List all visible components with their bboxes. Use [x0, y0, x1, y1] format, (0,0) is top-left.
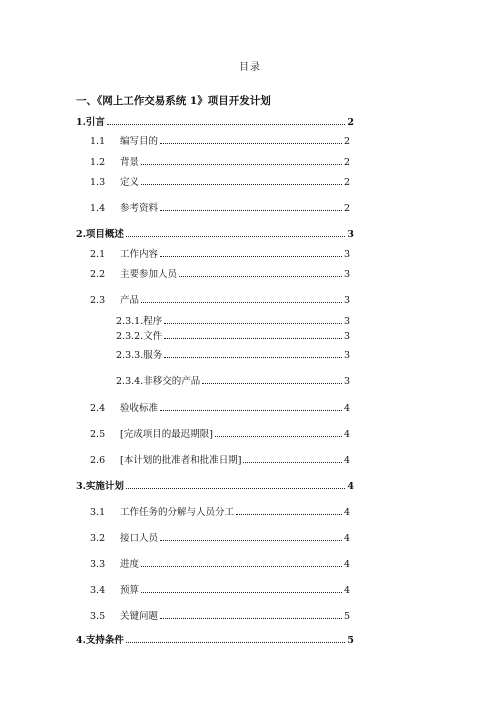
toc-entry-label: 工作内容	[120, 249, 159, 260]
toc-entry-label: 进度	[120, 559, 140, 570]
dot-leader	[126, 641, 345, 643]
toc-entry-text	[116, 328, 162, 342]
dot-leader	[126, 487, 345, 489]
toc-entry-label: 验收标准	[120, 403, 159, 414]
toc-entry-number: 1.4	[90, 203, 106, 214]
toc-entry-label: 预算	[120, 585, 140, 596]
toc-entry-2-4[interactable]	[90, 400, 350, 414]
dot-leader	[243, 461, 342, 463]
toc-entry-number: 1.2	[90, 157, 106, 168]
toc-entry-label: 关键问题	[120, 611, 159, 622]
toc-entry-1-4[interactable]	[90, 200, 350, 214]
dot-leader	[160, 409, 342, 411]
dot-leader	[160, 617, 342, 619]
toc-entry-label: 支持条件	[85, 635, 124, 646]
toc-entry-page-number: 3	[343, 331, 350, 342]
dot-leader	[141, 183, 342, 185]
toc-entry-number: 2.1	[90, 249, 106, 260]
toc-entry-page-number: 3	[347, 229, 354, 240]
toc-heading: 目录	[239, 62, 261, 73]
toc-entry-page-number: 4	[343, 403, 350, 414]
toc-entry-number: 3.4	[90, 585, 106, 596]
toc-entry-label: 接口人员	[120, 533, 159, 544]
toc-entry-page-number: 2	[347, 117, 354, 128]
toc-entry-number: 2.3	[90, 295, 106, 306]
dot-leader	[164, 356, 342, 358]
toc-entry-2-1[interactable]	[90, 246, 350, 260]
toc-entry-label: 文件	[143, 331, 163, 342]
dot-leader	[160, 255, 342, 257]
toc-entry-page-number: 5	[343, 611, 350, 622]
toc-entry-page-number: 2	[343, 177, 350, 188]
toc-entry-number: 2.3.2.	[116, 331, 144, 342]
dot-leader	[236, 513, 342, 515]
dot-leader	[126, 235, 345, 237]
toc-entry-label: 非移交的产品	[143, 376, 201, 387]
toc-entry-number: 2.3.4.	[116, 376, 144, 387]
toc-entry-2[interactable]	[76, 226, 354, 240]
toc-entry-3-1[interactable]	[90, 504, 350, 518]
toc-entry-2-2[interactable]	[90, 266, 350, 280]
toc-entry-number: 2.2	[90, 269, 106, 280]
toc-entry-2-3-2[interactable]	[116, 328, 350, 342]
toc-entry-3-4[interactable]	[90, 582, 350, 596]
document-title: 一、《网上工作交易系统 1》项目开发计划	[76, 95, 271, 107]
toc-entry-number: 3.	[76, 481, 86, 492]
toc-entry-number: 2.3.1.	[116, 316, 144, 327]
toc-entry-label: 服务	[143, 350, 163, 361]
toc-entry-page-number: 3	[343, 269, 350, 280]
toc-entry-4[interactable]	[76, 632, 354, 646]
toc-entry-3[interactable]	[76, 478, 354, 492]
toc-entry-3-5[interactable]	[90, 608, 350, 622]
toc-entry-page-number: 4	[343, 429, 350, 440]
toc-entry-page-number: 2	[343, 157, 350, 168]
toc-entry-text	[116, 347, 162, 361]
toc-entry-number: 2.6	[90, 455, 106, 466]
toc-entry-page-number: 3	[343, 350, 350, 361]
toc-entry-page-number: 4	[343, 559, 350, 570]
dot-leader	[107, 123, 345, 125]
dot-leader	[164, 322, 342, 324]
dot-leader	[202, 382, 342, 384]
toc-entry-page-number: 4	[343, 533, 350, 544]
dot-leader	[141, 565, 342, 567]
toc-entry-number: 4.	[76, 635, 86, 646]
toc-entry-label: 主要参加人员	[120, 269, 178, 280]
toc-entry-text	[76, 226, 124, 240]
toc-entry-label: 项目概述	[85, 229, 124, 240]
dot-leader	[164, 337, 342, 339]
toc-entry-page-number: 3	[343, 249, 350, 260]
toc-entry-label: 实施计划	[85, 481, 124, 492]
toc-entry-text	[76, 478, 124, 492]
toc-entry-label: [完成项目的最迟期限]	[120, 429, 213, 440]
toc-entry-label: 背景	[120, 157, 140, 168]
toc-entry-3-2[interactable]	[90, 530, 350, 544]
toc-entry-2-3-3[interactable]	[116, 347, 350, 361]
toc-entry-number: 1.1	[90, 136, 106, 147]
dot-leader	[141, 301, 342, 303]
toc-entry-page-number: 3	[343, 376, 350, 387]
toc-entry-text	[76, 632, 124, 646]
toc-entry-number: 2.5	[90, 429, 106, 440]
dot-leader	[141, 591, 342, 593]
toc-entry-number: 1.	[76, 117, 86, 128]
toc-entry-label: 参考资料	[120, 203, 159, 214]
dot-leader	[160, 209, 342, 211]
toc-entry-number: 2.4	[90, 403, 106, 414]
toc-entry-2-5[interactable]	[90, 426, 350, 440]
toc-entry-page-number: 2	[343, 136, 350, 147]
toc-entry-text	[76, 114, 105, 128]
dot-leader	[179, 275, 342, 277]
dot-leader	[160, 539, 342, 541]
dot-leader	[160, 142, 342, 144]
toc-entry-label: [本计划的批准者和批准日期]	[120, 455, 242, 466]
toc-entry-page-number: 2	[343, 203, 350, 214]
toc-entry-page-number: 4	[347, 481, 354, 492]
toc-entry-label: 编写目的	[120, 136, 159, 147]
toc-entry-2-6[interactable]	[90, 452, 350, 466]
toc-entry-2-3-1[interactable]	[116, 313, 350, 327]
toc-entry-1[interactable]	[76, 114, 354, 128]
toc-entry-number: 3.3	[90, 559, 106, 570]
toc-entry-label: 程序	[143, 316, 163, 327]
toc-entry-page-number: 3	[343, 316, 350, 327]
dot-leader	[141, 163, 342, 165]
toc-entry-label: 产品	[120, 295, 140, 306]
toc-entry-2-3-4[interactable]	[116, 373, 350, 387]
toc-entry-2-3[interactable]	[90, 292, 350, 306]
dot-leader	[215, 435, 342, 437]
toc-entry-page-number: 4	[343, 585, 350, 596]
toc-entry-number: 3.5	[90, 611, 106, 622]
toc-entry-text	[116, 313, 162, 327]
toc-entry-text	[116, 373, 200, 387]
toc-entry-number: 2.3.3.	[116, 350, 144, 361]
toc-entry-number: 3.2	[90, 533, 106, 544]
toc-entry-number: 1.3	[90, 177, 106, 188]
toc-entry-3-3[interactable]	[90, 556, 350, 570]
toc-entry-page-number: 4	[343, 507, 350, 518]
toc-entry-number: 3.1	[90, 507, 106, 518]
toc-entry-page-number: 3	[343, 295, 350, 306]
toc-entry-page-number: 5	[347, 635, 354, 646]
toc-entry-number: 2.	[76, 229, 86, 240]
toc-entry-label: 定义	[120, 177, 140, 188]
toc-entry-1-3[interactable]	[90, 174, 350, 188]
toc-entry-label: 引言	[85, 117, 105, 128]
toc-entry-1-1[interactable]	[90, 133, 350, 147]
toc-entry-page-number: 4	[343, 455, 350, 466]
toc-entry-1-2[interactable]	[90, 154, 350, 168]
toc-entry-label: 工作任务的分解与人员分工	[120, 507, 235, 518]
